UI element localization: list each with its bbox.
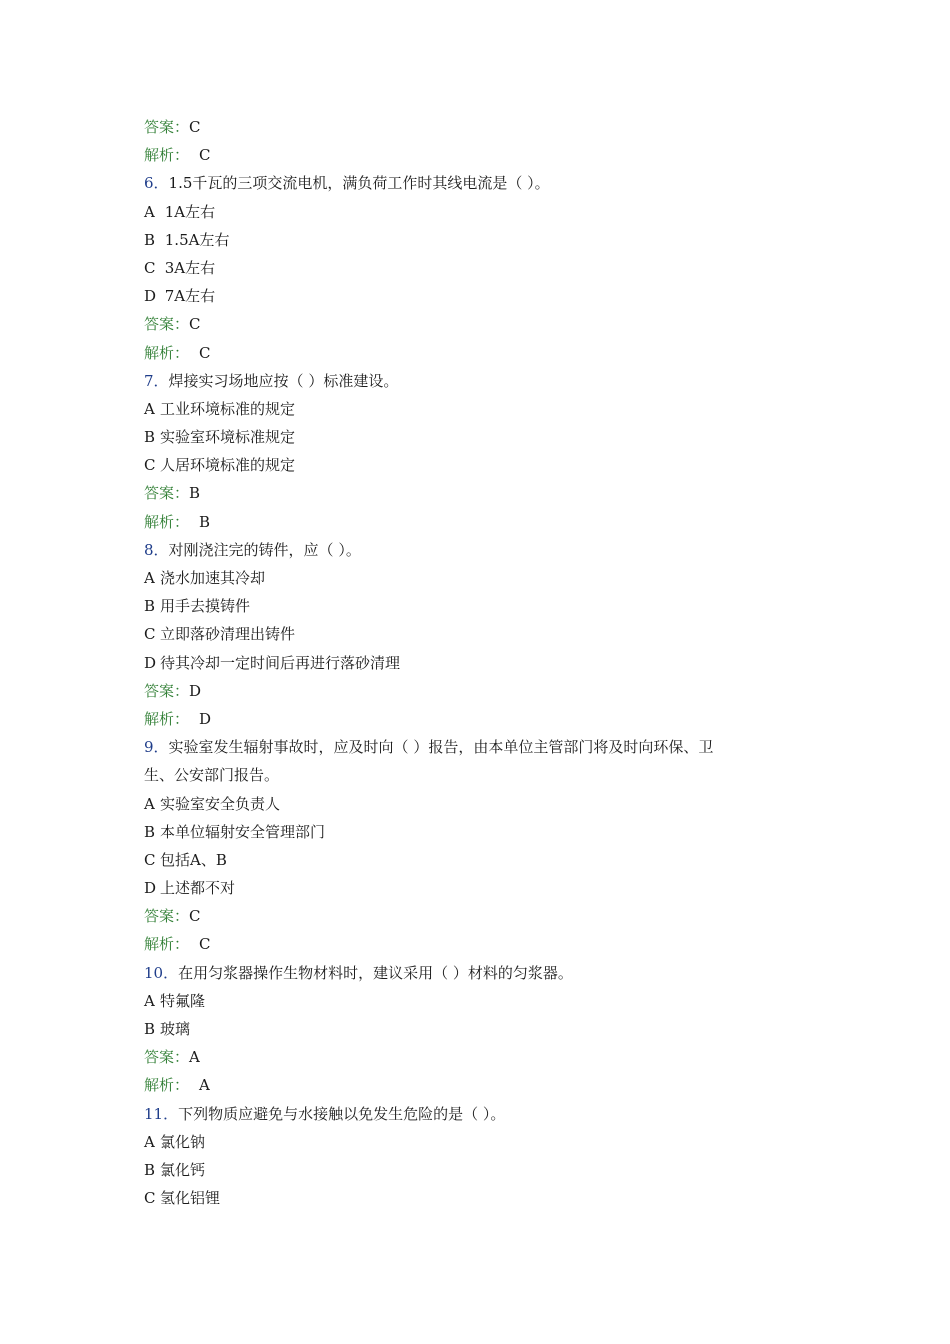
option-6a: A 1A左右 (144, 202, 216, 221)
analysis-line: 解析： C (144, 146, 211, 165)
analysis-line: 解析： B (144, 512, 211, 531)
option-9a: A 实验室安全负责人 (144, 794, 281, 813)
answer-line: 答案：C (144, 315, 201, 334)
question-7: 7．焊接实习场地应按（ ）标准建设。 (144, 371, 399, 390)
analysis-line: 解析： C (144, 935, 211, 954)
analysis-line: 解析： A (144, 1076, 210, 1095)
question-11: 11．下列物质应避免与水接触以免发生危险的是（ ）。 (144, 1104, 506, 1123)
option-7a: A 工业环境标准的规定 (144, 399, 296, 418)
option-6d: D 7A左右 (144, 287, 216, 306)
option-10b: B 玻璃 (144, 1020, 191, 1038)
option-8a: A 浇水加速其冷却 (144, 569, 266, 587)
answer-line: 答案：C (144, 907, 201, 926)
option-11c: C 氢化铝锂 (144, 1189, 221, 1208)
question-6: 6．1.5千瓦的三项交流电机，满负荷工作时其线电流是（ ）。 (144, 174, 550, 193)
option-7c: C 人居环境标准的规定 (144, 456, 296, 475)
option-9b: B 本单位辐射安全管理部门 (144, 822, 326, 841)
answer-line: 答案：D (144, 681, 202, 700)
answer-line: 答案：A (144, 1048, 200, 1067)
question-9: 9．实验室发生辐射事故时，应及时向（ ）报告，由本单位主管部门将及时向环保、卫 (144, 738, 714, 757)
option-8c: C 立即落砂清理出铸件 (144, 625, 296, 644)
option-11a: A 氯化钠 (144, 1132, 206, 1151)
option-6c: C 3A左右 (144, 258, 216, 277)
question-8: 8．对刚浇注完的铸件，应（ ）。 (144, 540, 361, 559)
option-9c: C 包括A、B (144, 850, 227, 869)
option-8d: D 待其冷却一定时间后再进行落砂清理 (144, 653, 401, 672)
option-9d: D 上述都不对 (144, 879, 236, 898)
question-10: 10．在用匀浆器操作生物材料时，建议采用（ ）材料的匀浆器。 (144, 963, 573, 982)
analysis-line: 解析： C (144, 343, 211, 362)
answer-line: 答案：B (144, 484, 201, 503)
question-9-continued: 生、公安部门报告。 (144, 766, 280, 785)
document-page (144, 113, 816, 1212)
option-6b: B 1.5A左右 (144, 230, 230, 249)
option-8b: B 用手去摸铸件 (144, 597, 251, 616)
analysis-line: 解析： D (144, 709, 212, 728)
option-7b: B 实验室环境标准规定 (144, 428, 296, 447)
option-11b: B 氯化钙 (144, 1160, 206, 1179)
answer-line: 答案：C (144, 118, 201, 136)
option-10a: A 特氟隆 (144, 991, 206, 1010)
